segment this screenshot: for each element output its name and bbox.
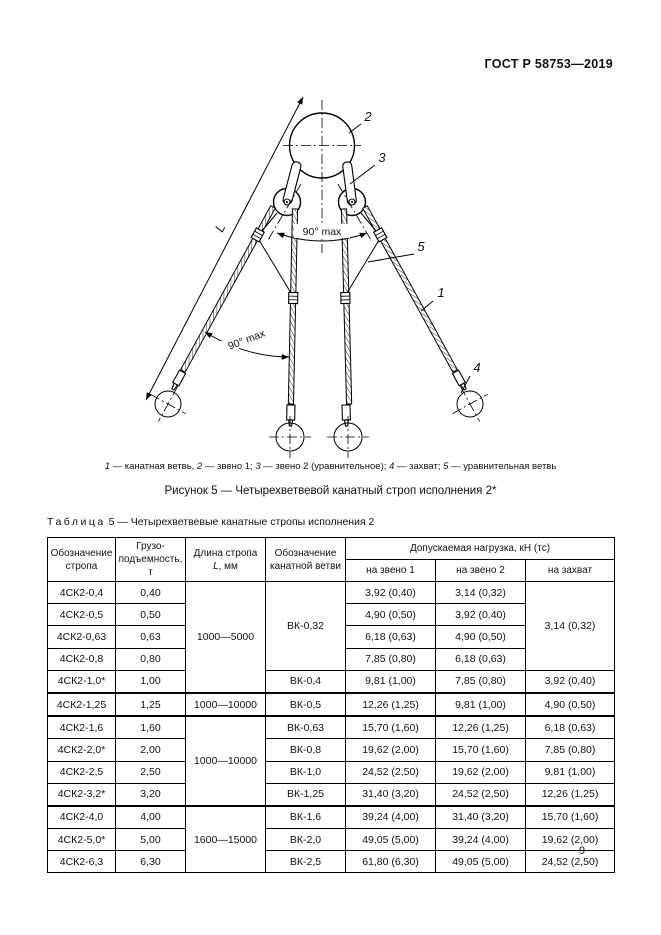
table-row bbox=[48, 716, 615, 739]
table-cell: 24,52 (2,50) bbox=[346, 761, 436, 783]
table-cell: 6,18 (0,63) bbox=[436, 648, 526, 670]
page-number: 9 bbox=[578, 845, 586, 857]
table-cell: ВК-1,25 bbox=[266, 783, 346, 806]
table-row bbox=[48, 806, 615, 829]
table-cell: 7,85 (0,80) bbox=[436, 670, 526, 693]
table-cell: 4СК2-1,6 bbox=[48, 716, 116, 739]
table-row bbox=[48, 761, 615, 783]
clevis-left bbox=[282, 161, 302, 205]
figure-caption: Рисунок 5 — Четырехветвевой канатный строп исполнения 2* bbox=[164, 485, 497, 497]
table-cell: 1000—10000 bbox=[186, 716, 266, 806]
table-cell: 1,25 bbox=[116, 693, 186, 716]
table-cell: 4,90 (0,50) bbox=[346, 604, 436, 626]
angle-label-top: 90° max bbox=[302, 226, 342, 238]
table-cell: 3,92 (0,40) bbox=[346, 582, 436, 604]
callout-1-rope-branch: 1 bbox=[437, 285, 445, 300]
table-cell: 4СК2-5,0* bbox=[48, 829, 116, 851]
legend-text: — звено 1; bbox=[202, 461, 256, 472]
table-cell: 4СК2-2,5 bbox=[48, 761, 116, 783]
callout-5-equalizing-branch: 5 bbox=[417, 239, 425, 254]
clevis-right bbox=[342, 161, 357, 205]
table-cell: 9,81 (1,00) bbox=[346, 670, 436, 693]
table-cell: ВК-0,63 bbox=[266, 716, 346, 739]
legend-number: 2 bbox=[196, 461, 203, 472]
legend-number: 1 bbox=[104, 461, 110, 472]
ferrule bbox=[452, 370, 468, 391]
table-cell: 15,70 (1,60) bbox=[346, 716, 436, 739]
table-row bbox=[48, 783, 615, 806]
table-row bbox=[48, 693, 615, 716]
table-cell: 19,62 (2,00) bbox=[436, 761, 526, 783]
table-cell: 49,05 (5,00) bbox=[436, 851, 526, 873]
table-cell: 0,40 bbox=[116, 582, 186, 604]
table-cell: 4СК2-1,0* bbox=[48, 670, 116, 693]
table-cell: 31,40 (3,20) bbox=[346, 783, 436, 806]
table-cell: 4,90 (0,50) bbox=[526, 693, 615, 716]
callout-2-master-link: 2 bbox=[364, 109, 372, 124]
table-row bbox=[48, 851, 615, 873]
table-cell: 2,00 bbox=[116, 739, 186, 761]
table-row bbox=[48, 582, 615, 604]
table-cell: 6,18 (0,63) bbox=[346, 626, 436, 648]
table-body bbox=[48, 582, 615, 873]
legend-number: 5 bbox=[443, 461, 449, 472]
header-length: Длина стропа L, мм bbox=[186, 538, 266, 582]
table-cell: 3,14 (0,32) bbox=[526, 582, 615, 671]
dimension-line-L bbox=[146, 97, 303, 400]
table-cell: 19,62 (2,00) bbox=[526, 829, 615, 851]
table-cell: 49,05 (5,00) bbox=[346, 829, 436, 851]
legend-text: — звено 2 (уравнительное); bbox=[260, 461, 390, 472]
table-cell: 12,26 (1,25) bbox=[526, 783, 615, 806]
table-cell: 1000—5000 bbox=[186, 582, 266, 693]
table-cell: 4СК2-6,3 bbox=[48, 851, 116, 873]
table-cell: ВК-0,32 bbox=[266, 582, 346, 671]
table-cell: 6,30 bbox=[116, 851, 186, 873]
table-cell: 39,24 (4,00) bbox=[346, 806, 436, 829]
legend-number: 3 bbox=[255, 461, 261, 472]
table-cell: 31,40 (3,20) bbox=[436, 806, 526, 829]
table-cell: ВК-0,4 bbox=[266, 670, 346, 693]
table-cell: 9,81 (1,00) bbox=[436, 693, 526, 716]
table-cell: 4СК2-0,5 bbox=[48, 604, 116, 626]
header-load-link2: на звено 2 bbox=[436, 560, 526, 582]
sling-table bbox=[47, 537, 615, 873]
table-cell: ВК-1,6 bbox=[266, 806, 346, 829]
table-cell: 3,14 (0,32) bbox=[436, 582, 526, 604]
legend-text: — канатная ветвь, bbox=[109, 461, 197, 472]
table-cell: 4СК2-1,25 bbox=[48, 693, 116, 716]
table-cell: 3,20 bbox=[116, 783, 186, 806]
rope-clamp bbox=[341, 292, 350, 303]
table-cell: 3,92 (0,40) bbox=[436, 604, 526, 626]
table-row bbox=[48, 670, 615, 693]
table-cell: 39,24 (4,00) bbox=[436, 829, 526, 851]
table-row bbox=[48, 829, 615, 851]
table-cell: 19,62 (2,00) bbox=[346, 739, 436, 761]
table-cell: 2,50 bbox=[116, 761, 186, 783]
ferrule bbox=[170, 370, 186, 391]
table-cell: 61,80 (6,30) bbox=[346, 851, 436, 873]
table-title-rest: 5 — Четырехветвевые канатные стропы исполнения 2 bbox=[105, 516, 375, 528]
table-cell: ВК-2,5 bbox=[266, 851, 346, 873]
legend-text: — захват; bbox=[394, 461, 444, 472]
header-load-grab: на захват bbox=[526, 560, 615, 582]
table-cell: 12,26 (1,25) bbox=[346, 693, 436, 716]
rope-clamp bbox=[289, 292, 298, 303]
table-cell: 24,52 (2,50) bbox=[526, 851, 615, 873]
table-cell: 1600—15000 bbox=[186, 806, 266, 873]
table-cell: 4СК2-4,0 bbox=[48, 806, 116, 829]
table-cell: 1,00 bbox=[116, 670, 186, 693]
legend-text: — уравнительная ветвь bbox=[448, 461, 557, 472]
callout-4-grab: 4 bbox=[473, 360, 481, 375]
standard-number: ГОСТ Р 58753—2019 bbox=[484, 57, 613, 71]
header-strap-designation: Обозначение стропа bbox=[48, 538, 116, 582]
table-cell: 7,85 (0,80) bbox=[526, 739, 615, 761]
legend-number: 4 bbox=[389, 461, 395, 472]
table-cell: 9,81 (1,00) bbox=[526, 761, 615, 783]
table-title-word: Таблица bbox=[47, 516, 106, 528]
table-cell: 0,63 bbox=[116, 626, 186, 648]
table-cell: ВК-2,0 bbox=[266, 829, 346, 851]
table-cell: 5,00 bbox=[116, 829, 186, 851]
table-cell: 4СК2-0,63 bbox=[48, 626, 116, 648]
figure-legend bbox=[0, 461, 661, 472]
table-cell: 12,26 (1,25) bbox=[436, 716, 526, 739]
table-cell: 4СК2-0,8 bbox=[48, 648, 116, 670]
header-load-link1: на звено 1 bbox=[346, 560, 436, 582]
table-title bbox=[47, 516, 374, 528]
table-cell: 4,90 (0,50) bbox=[436, 626, 526, 648]
header-branch-designation: Обозначение канатной ветви bbox=[266, 538, 346, 582]
header-allowed-load: Допускаемая нагрузка, кН (тс) bbox=[346, 538, 615, 560]
dimension-label-L: L bbox=[211, 221, 229, 235]
table-cell: 15,70 (1,60) bbox=[436, 739, 526, 761]
table-cell: 24,52 (2,50) bbox=[436, 783, 526, 806]
table-cell: 7,85 (0,80) bbox=[346, 648, 436, 670]
table-cell: 6,18 (0,63) bbox=[526, 716, 615, 739]
table-cell: 4СК2-2,0* bbox=[48, 739, 116, 761]
table-cell: 1000—10000 bbox=[186, 693, 266, 716]
angle-label-side: 90° max bbox=[226, 327, 267, 353]
table-cell: 0,80 bbox=[116, 648, 186, 670]
table-cell: 15,70 (1,60) bbox=[526, 806, 615, 829]
table-cell: 3,92 (0,40) bbox=[526, 670, 615, 693]
table-cell: ВК-1,0 bbox=[266, 761, 346, 783]
callout-3-equalizing-link: 3 bbox=[378, 150, 386, 165]
table-cell: ВК-0,5 bbox=[266, 693, 346, 716]
table-row bbox=[48, 739, 615, 761]
table-cell: 4СК2-0,4 bbox=[48, 582, 116, 604]
table-cell: 1,60 bbox=[116, 716, 186, 739]
table-cell: ВК-0,8 bbox=[266, 739, 346, 761]
equalizing-branch-right bbox=[347, 240, 379, 293]
equalizing-branch-left bbox=[259, 240, 291, 293]
table-cell: 4СК2-3,2* bbox=[48, 783, 116, 806]
table-cell: 4,00 bbox=[116, 806, 186, 829]
header-capacity: Грузо- подъемность, т bbox=[116, 538, 186, 582]
table-cell: 0,50 bbox=[116, 604, 186, 626]
